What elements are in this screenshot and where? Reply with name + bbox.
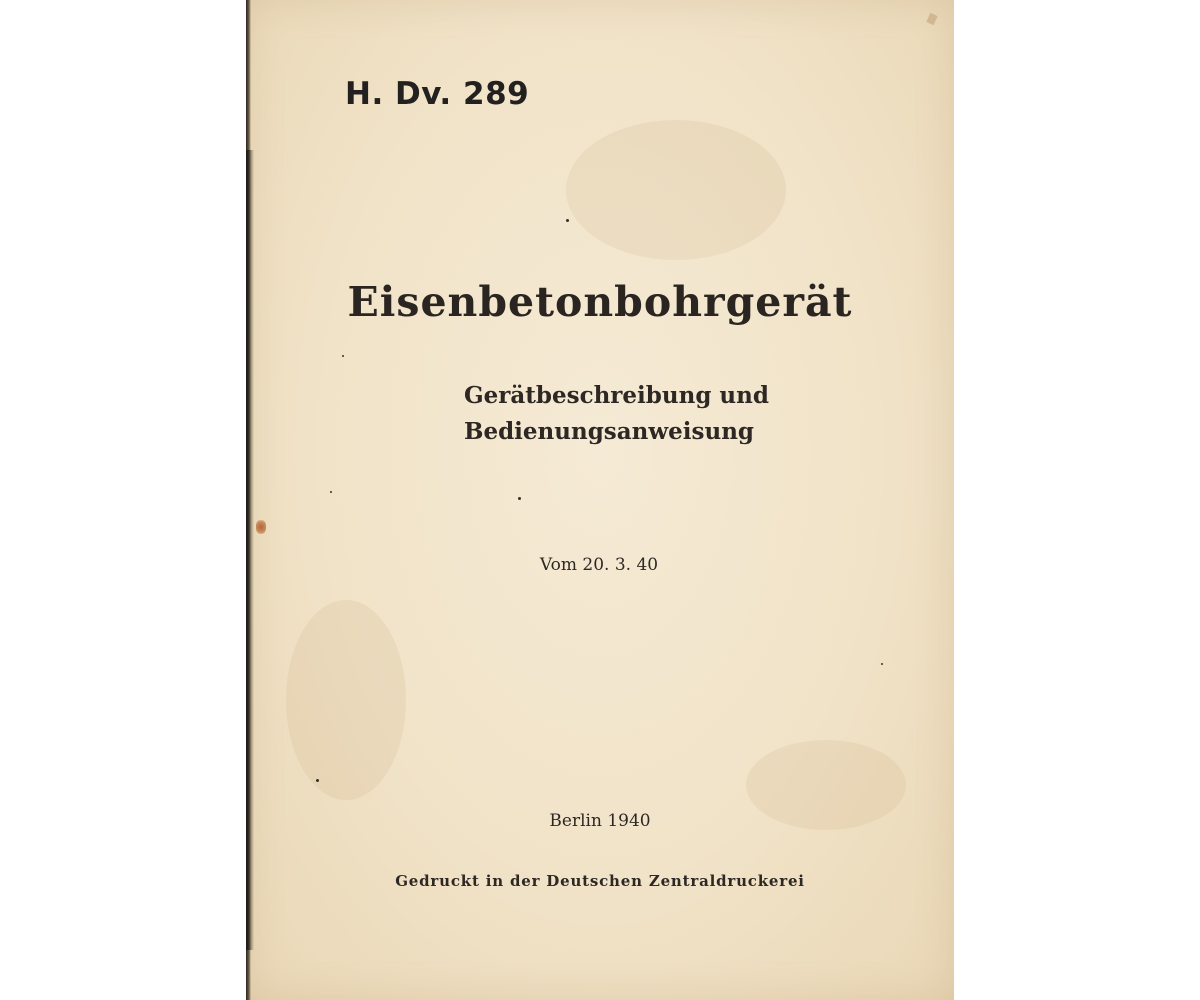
document-subtitle <box>464 378 769 450</box>
document-title: Eisenbetonbohrgerät <box>347 278 853 326</box>
issue-date: Vom 20. 3. 40 <box>539 555 659 575</box>
series-number: H. Dv. 289 <box>345 76 530 112</box>
ink-speck <box>566 219 569 222</box>
ink-speck <box>518 497 521 500</box>
document-cover <box>246 0 954 1000</box>
paper-stain <box>566 120 786 260</box>
ink-speck <box>342 355 344 357</box>
paper-stain <box>286 600 406 800</box>
ink-speck <box>881 663 883 665</box>
subtitle-line-1: Gerätbeschreibung und <box>464 382 769 409</box>
place-and-year: Berlin 1940 <box>549 811 651 831</box>
ink-speck <box>316 779 319 782</box>
subtitle-line-2: Bedienungsanweisung <box>464 418 754 445</box>
rust-spot <box>256 520 266 534</box>
printer-line: Gedruckt in der Deutschen Zentraldruckerei <box>395 872 805 890</box>
ink-speck <box>330 491 332 493</box>
